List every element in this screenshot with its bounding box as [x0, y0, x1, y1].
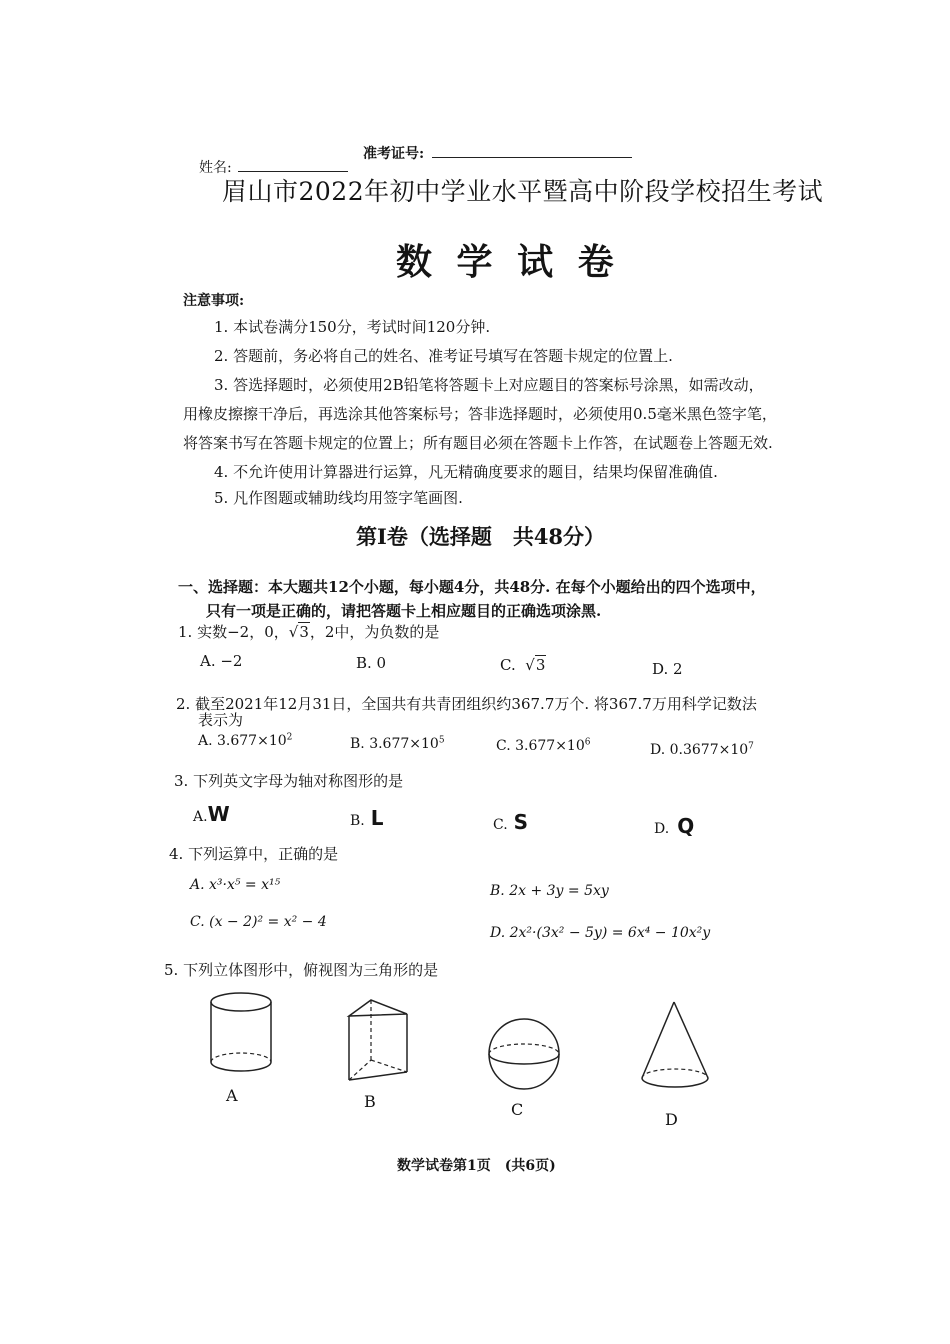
question-3-stem: 3. 下列英文字母为轴对称图形的是: [174, 772, 404, 790]
cone-figure: [638, 998, 712, 1096]
q2-option-a-base: A. 3.677×10: [198, 733, 287, 749]
q2-option-c-base: C. 3.677×10: [496, 738, 585, 754]
q3-option-c-label: C.: [493, 817, 508, 833]
question-5-stem: 5. 下列立体图形中，俯视图为三角形的是: [164, 961, 439, 979]
q5-label-c: C: [511, 1100, 524, 1119]
notice-item: 将答案书写在答题卡规定的位置上；所有题目必须在答题卡上作答，在试题卷上答题无效.: [183, 434, 773, 452]
q2-option-a: [198, 733, 292, 749]
question-4-stem: 4. 下列运算中，正确的是: [169, 845, 339, 863]
section-instruction: 只有一项是正确的，请把答题卡上相应题目的正确选项涂黑.: [206, 602, 602, 620]
q3-option-b-letter: L: [370, 806, 384, 830]
q1-sqrt-value: 3: [299, 623, 309, 641]
q1-option-a: A. −2: [200, 652, 243, 670]
q3-option-a-letter: W: [207, 802, 230, 826]
q4-option-a: A. x³·x⁵ = x¹⁵: [190, 877, 281, 893]
q2-option-c-exponent: 6: [584, 737, 591, 748]
id-field: [363, 143, 632, 163]
q1-option-c-label: C.: [500, 656, 516, 674]
prism-figure: [343, 996, 415, 1088]
prism-drawing: [343, 996, 415, 1088]
id-label: 准考证号:: [363, 146, 425, 162]
q5-label-b: B: [364, 1092, 376, 1111]
q1-stem-part: 1. 实数−2，0，: [178, 623, 289, 641]
section-instruction: 一、选择题：本大题共12个小题，每小题4分，共48分. 在每个小题给出的四个选项中，: [178, 578, 766, 596]
sqrt-symbol: √: [525, 656, 535, 674]
q5-label-a: A: [226, 1086, 238, 1105]
q2-option-b-exponent: 5: [438, 735, 445, 746]
name-label: 姓名:: [199, 160, 232, 176]
q3-option-c-letter: S: [513, 810, 529, 834]
q3-option-d-letter: Q: [677, 814, 695, 838]
q4-option-d: D. 2x²·(3x² − 5y) = 6x⁴ − 10x²y: [490, 925, 711, 941]
q3-option-b: [350, 806, 384, 830]
notice-item: 3. 答选择题时，必须使用2B铅笔将答题卡上对应题目的答案标号涂黑，如需改动，: [214, 376, 764, 394]
q2-option-a-exponent: 2: [286, 732, 293, 743]
q2-option-b: [350, 736, 445, 752]
q1-stem-part: ，2中，为负数的是: [309, 623, 440, 641]
q3-option-d: [654, 814, 694, 838]
section-title: 第Ⅰ卷（选择题 共48分）: [356, 524, 606, 549]
notice-item: 2. 答题前，务必将自己的姓名、准考证号填写在答题卡规定的位置上.: [214, 347, 673, 365]
notice-heading: 注意事项:: [183, 293, 245, 309]
q3-option-c: [493, 810, 528, 834]
exam-title: 眉山市2022年初中学业水平暨高中阶段学校招生考试: [222, 177, 824, 206]
subject-title: 数 学 试 卷: [396, 241, 620, 283]
cylinder-figure: [205, 990, 277, 1080]
question-2-stem: 2. 截至2021年12月31日，全国共有共青团组织约367.7万个. 将367.7万用科学记数法: [176, 695, 757, 713]
q2-option-d: [650, 742, 754, 758]
page-footer: 数学试卷第1页 (共6页): [397, 1158, 556, 1174]
q1-option-c-value: 3: [535, 656, 546, 674]
q4-option-c: C. (x − 2)² = x² − 4: [190, 914, 327, 930]
q3-option-d-label: D.: [654, 821, 670, 837]
notice-item: 5. 凡作图题或辅助线均用签字笔画图.: [214, 489, 463, 507]
question-1-stem: [178, 621, 439, 642]
question-2-stem: 表示为: [198, 711, 244, 729]
notice-item: 1. 本试卷满分150分，考试时间120分钟.: [214, 318, 491, 336]
q5-label-d: D: [665, 1110, 678, 1129]
q2-option-d-exponent: 7: [748, 741, 754, 752]
sphere-drawing: [486, 1016, 562, 1092]
sqrt-symbol: √: [288, 623, 299, 641]
cylinder-drawing: [205, 990, 277, 1080]
notice-item: 4. 不允许使用计算器进行运算，凡无精确度要求的题目，结果均保留准确值.: [214, 463, 718, 481]
id-blank: [432, 157, 632, 158]
cone-drawing: [638, 998, 712, 1096]
q2-option-b-base: B. 3.677×10: [350, 736, 439, 752]
q2-option-c: [496, 738, 590, 754]
q1-option-b: B. 0: [356, 654, 387, 672]
q1-option-d: D. 2: [652, 660, 683, 678]
notice-item: 用橡皮擦擦干净后，再选涂其他答案标号；答非选择题时，必须使用0.5毫米黑色签字笔，: [183, 405, 777, 423]
sphere-figure: [486, 1016, 562, 1092]
q3-option-a: [193, 802, 230, 826]
q3-option-a-label: A.: [193, 809, 208, 825]
q2-option-d-base: D. 0.3677×10: [650, 742, 749, 758]
q3-option-b-label: B.: [350, 813, 365, 829]
q1-option-c: [500, 656, 546, 674]
q4-option-b: B. 2x + 3y = 5xy: [490, 883, 609, 899]
